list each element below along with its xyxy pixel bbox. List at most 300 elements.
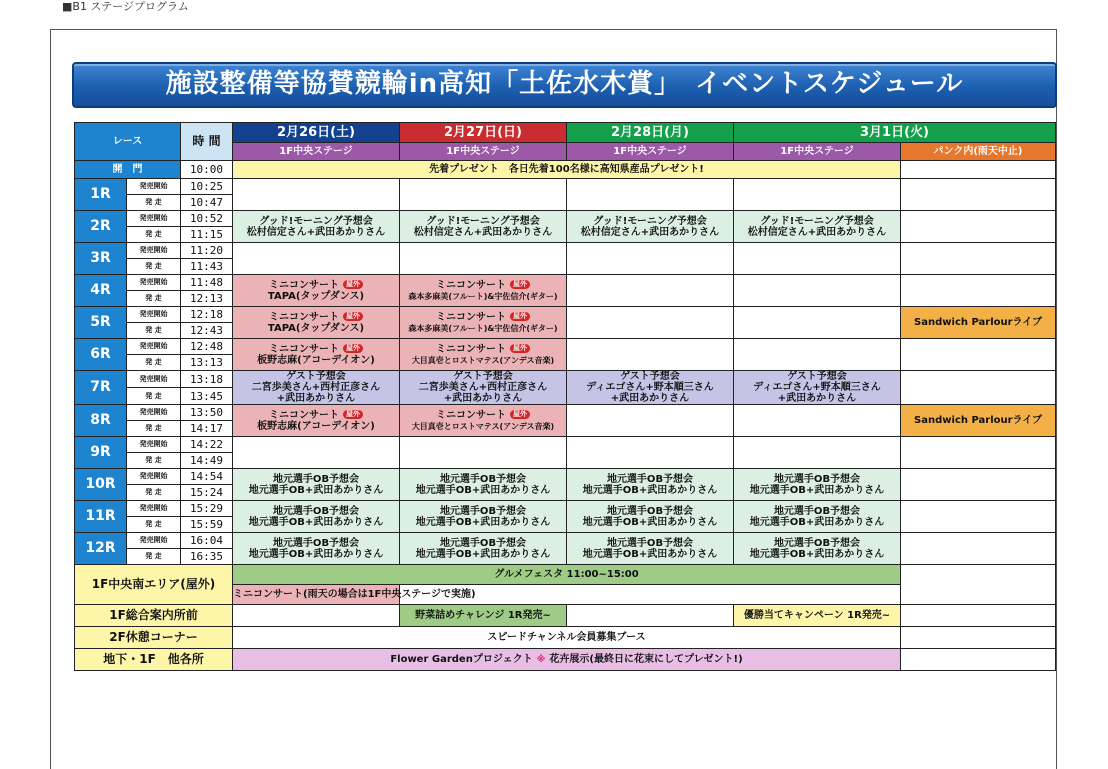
- schedule-table: [74, 122, 1056, 671]
- empty-cell: [901, 437, 1056, 469]
- event-cell-line: [400, 382, 566, 393]
- sale-start-label-text: 発売開始: [139, 342, 168, 350]
- event-cell: [400, 275, 567, 307]
- race-label: [75, 469, 127, 501]
- race-label: [75, 437, 127, 469]
- sale-start-time-text: 16:04: [189, 534, 224, 547]
- event-cell-line: [233, 382, 399, 393]
- empty-cell: [567, 437, 734, 469]
- event-cell: [233, 339, 400, 371]
- sale-start-label-text: 発売開始: [139, 310, 168, 318]
- event-cell-line: [400, 485, 566, 496]
- header-day-text: 2月26日(土): [276, 125, 356, 140]
- start-label: [127, 291, 181, 307]
- empty-cell: [901, 179, 1056, 211]
- event-cell-line: [734, 485, 900, 496]
- race-label-line: [75, 540, 126, 556]
- race-label: [75, 275, 127, 307]
- event-cell-line: [233, 344, 399, 355]
- event-cell-line: [233, 517, 399, 528]
- area-label-other-text: 地下・1F 他各所: [103, 652, 204, 666]
- empty-cell: [233, 605, 400, 627]
- race-label-line: [75, 282, 126, 298]
- header-stage: [567, 143, 734, 161]
- area-label-south-line: [75, 579, 232, 590]
- area-label-south-text: 1F中央南エリア(屋外): [91, 577, 216, 591]
- start-time: [181, 421, 233, 437]
- sale-start-label: [127, 371, 181, 388]
- event-cell: [400, 501, 567, 533]
- event-cell-text: Sandwich Parlourライブ: [914, 317, 1042, 328]
- sale-start-label: [127, 179, 181, 195]
- race-label-text: 11R: [85, 508, 116, 524]
- empty-cell: [901, 339, 1056, 371]
- race-label-line: [75, 379, 126, 395]
- event-cell-line: [567, 371, 733, 382]
- empty-cell: [901, 243, 1056, 275]
- empty-cell: [567, 179, 734, 211]
- event-cell-line: [567, 549, 733, 560]
- race-label-line: [75, 346, 126, 362]
- sale-start-time-text: 12:18: [189, 308, 224, 321]
- empty-cell: [734, 437, 901, 469]
- event-cell-text: ミニコンサート: [436, 343, 506, 355]
- start-label-text: 発 走: [145, 391, 162, 400]
- header-stage: [400, 143, 567, 161]
- empty-cell: [901, 533, 1056, 565]
- event-cell-line: [734, 216, 900, 227]
- header-day-line: [734, 127, 1055, 138]
- start-time-line: [181, 551, 232, 562]
- event-cell-line: [734, 393, 900, 404]
- empty-cell: [901, 275, 1056, 307]
- start-label-line: [127, 229, 180, 240]
- sale-start-label-line: [127, 245, 180, 256]
- race-label: [75, 405, 127, 437]
- start-label-line: [127, 519, 180, 530]
- header-day: [567, 123, 734, 143]
- start-time: [181, 549, 233, 565]
- start-label-line: [127, 261, 180, 272]
- event-cell-line: [400, 421, 566, 432]
- race-label-line: [75, 508, 126, 524]
- event-cell-line: [567, 216, 733, 227]
- race-label: [75, 211, 127, 243]
- event-cell-line: [734, 371, 900, 382]
- event-cell-text: 地元選手OB予想会: [773, 505, 861, 517]
- event-cell-text: 地元選手OB+武田あかりさん: [749, 548, 885, 560]
- event-cell-text: 地元選手OB+武田あかりさん: [248, 548, 384, 560]
- yasai-challenge-text: 野菜詰めチャレンジ 1R発売~: [415, 610, 551, 621]
- race-label-text: 1R: [90, 186, 111, 202]
- header-stage-text: 1F中央ステージ: [780, 146, 854, 157]
- event-cell-text: 地元選手OB予想会: [272, 537, 360, 549]
- race-label-line: [75, 250, 126, 266]
- area-label-rest-line: [75, 632, 232, 643]
- gourmet-festa: [233, 565, 901, 585]
- event-cell-line: [233, 227, 399, 238]
- event-cell-line: [233, 371, 399, 382]
- event-cell-text: 二宮歩美さん+西村正彦さん: [418, 382, 548, 393]
- header-race-text: レース: [112, 136, 143, 147]
- speed-channel-booth-text: スピードチャンネル会員募集ブース: [487, 632, 646, 643]
- start-time-text: 14:49: [189, 454, 224, 467]
- start-time-line: [181, 423, 232, 434]
- event-cell: [400, 469, 567, 501]
- event-cell-line: [734, 549, 900, 560]
- event-cell-text: 地元選手OB予想会: [439, 537, 527, 549]
- start-label-text: 発 走: [145, 520, 162, 528]
- race-label-text: 8R: [90, 412, 111, 428]
- header-race: [75, 123, 181, 161]
- sale-start-label: [127, 275, 181, 291]
- sale-start-label: [127, 243, 181, 259]
- sale-start-time: [181, 275, 233, 291]
- start-label-text: 発 走: [145, 294, 162, 302]
- area-label-info-line: [75, 610, 232, 621]
- outdoor-badge: 屋外: [343, 410, 363, 419]
- event-cell-text: 地元選手OB予想会: [439, 505, 527, 517]
- header-day-text: 3月1日(火): [860, 125, 929, 140]
- event-cell-line: [567, 517, 733, 528]
- event-cell-line: [567, 382, 733, 393]
- sale-start-time-line: [181, 503, 232, 514]
- empty-cell: [901, 161, 1056, 179]
- start-time: [181, 453, 233, 469]
- event-cell-text: TAPA(タップダンス): [267, 322, 365, 334]
- start-time: [181, 355, 233, 371]
- event-cell: [734, 371, 901, 405]
- race-label-text: 4R: [90, 282, 111, 298]
- header-time-line: [181, 136, 232, 147]
- start-time-line: [181, 197, 232, 208]
- sale-start-time: [181, 469, 233, 485]
- event-cell-text: ゲスト予想会: [787, 371, 847, 382]
- start-label-text: 発 走: [145, 230, 162, 238]
- event-cell: [567, 211, 734, 243]
- start-label-line: [127, 487, 180, 498]
- empty-cell: [734, 307, 901, 339]
- sale-start-time-line: [181, 277, 232, 288]
- event-cell-line: [233, 485, 399, 496]
- event-cell-text: 地元選手OB+武田あかりさん: [582, 516, 718, 528]
- start-time: [181, 323, 233, 339]
- event-cell-text: ミニコンサート: [269, 409, 339, 421]
- event-cell-text: Sandwich Parlourライブ: [914, 415, 1042, 426]
- start-time-text: 15:59: [189, 518, 224, 531]
- sale-start-time-text: 11:20: [189, 244, 224, 257]
- sale-start-time-text: 10:25: [189, 180, 224, 193]
- race-label-text: 2R: [90, 218, 111, 234]
- event-cell-text: 森本多麻美(フルート)&宇佐信介(ギター): [408, 323, 558, 333]
- sale-start-time: [181, 437, 233, 453]
- event-cell-text: 地元選手OB予想会: [606, 473, 694, 485]
- event-cell-text: 地元選手OB予想会: [606, 505, 694, 517]
- sale-start-time-text: 14:54: [189, 470, 224, 483]
- empty-cell: [901, 605, 1056, 627]
- start-time-text: 13:13: [189, 356, 224, 369]
- event-cell-line: [901, 317, 1055, 328]
- race-label: [75, 501, 127, 533]
- start-time-text: 14:17: [189, 422, 224, 435]
- sale-start-label-text: 発売開始: [139, 374, 168, 383]
- header-day: [400, 123, 567, 143]
- event-cell-line: [901, 415, 1055, 426]
- sale-start-time-text: 13:18: [189, 372, 224, 386]
- sale-start-time-line: [181, 309, 232, 320]
- start-label-line: [127, 357, 180, 368]
- speed-channel-booth-line: [233, 632, 900, 643]
- race-label-text: 9R: [90, 444, 111, 460]
- event-cell-line: [233, 538, 399, 549]
- event-cell-line: [400, 474, 566, 485]
- event-cell-text: 森本多麻美(フルート)&宇佐信介(ギター): [408, 291, 558, 301]
- header-stage-outdoor-text: パンク内(雨天中止): [933, 146, 1023, 157]
- event-cell: [233, 275, 400, 307]
- empty-cell: [233, 243, 400, 275]
- empty-cell: [400, 179, 567, 211]
- empty-cell: [567, 605, 734, 627]
- start-label: [127, 453, 181, 469]
- start-time: [181, 517, 233, 533]
- race-label-line: [75, 476, 126, 492]
- event-cell-text: 地元選手OB予想会: [439, 473, 527, 485]
- start-label-line: [127, 551, 180, 562]
- start-label: [127, 195, 181, 211]
- start-label-text: 発 走: [145, 358, 162, 366]
- empty-cell: [734, 179, 901, 211]
- event-cell-line: [400, 344, 566, 355]
- event-cell-text: ミニコンサート: [269, 279, 339, 291]
- race-label-text: 10R: [85, 476, 116, 492]
- header-day-line: [233, 127, 399, 138]
- gates-label: [75, 161, 181, 179]
- event-cell-text: ゲスト予想会: [453, 371, 513, 382]
- event-cell-text: 松村信定さん+武田あかりさん: [580, 226, 720, 238]
- race-label-text: 6R: [90, 346, 111, 362]
- event-cell-line: [400, 227, 566, 238]
- event-cell: [567, 469, 734, 501]
- race-label-line: [75, 314, 126, 330]
- sale-start-label-line: [127, 213, 180, 224]
- race-label: [75, 371, 127, 405]
- empty-cell: [567, 243, 734, 275]
- event-cell: [901, 307, 1056, 339]
- sale-start-label-line: [127, 309, 180, 320]
- sale-start-label: [127, 307, 181, 323]
- start-time: [181, 388, 233, 405]
- sale-start-label-text: 発売開始: [139, 408, 168, 416]
- sale-start-label-text: 発売開始: [139, 214, 168, 222]
- start-label-text: 発 走: [145, 262, 162, 270]
- event-cell-text: 地元選手OB+武田あかりさん: [415, 484, 551, 496]
- sale-start-label-line: [127, 535, 180, 546]
- sale-start-time-line: [181, 535, 232, 546]
- event-cell-line: [400, 549, 566, 560]
- event-cell-line: [567, 393, 733, 404]
- event-cell-line: [233, 280, 399, 291]
- asterisk-mark: ※: [536, 654, 546, 665]
- sale-start-time-line: [181, 213, 232, 224]
- flower-garden-text: Flower Gardenプロジェクト: [390, 653, 533, 665]
- sale-start-time: [181, 501, 233, 517]
- area-label-other-line: [75, 654, 232, 665]
- event-cell: [400, 405, 567, 437]
- event-cell-line: [400, 312, 566, 323]
- sale-start-time: [181, 179, 233, 195]
- event-cell-text: ミニコンサート: [269, 343, 339, 355]
- start-time: [181, 259, 233, 275]
- start-label: [127, 388, 181, 405]
- start-time-line: [181, 261, 232, 272]
- sale-start-label: [127, 211, 181, 227]
- header-time: [181, 123, 233, 161]
- sale-start-time: [181, 405, 233, 421]
- header-race-line: [75, 136, 180, 147]
- event-cell-line: [400, 410, 566, 421]
- sale-start-time-text: 10:52: [189, 212, 224, 225]
- empty-cell: [901, 501, 1056, 533]
- race-label-line: [75, 412, 126, 428]
- gates-time-line: [181, 164, 232, 175]
- event-cell: [734, 501, 901, 533]
- sale-start-time: [181, 339, 233, 355]
- header-day-text: 2月28日(月): [610, 125, 690, 140]
- header-day: [734, 123, 1056, 143]
- event-cell-text: 地元選手OB+武田あかりさん: [749, 516, 885, 528]
- event-cell-text: 地元選手OB+武田あかりさん: [415, 516, 551, 528]
- header-stage-line: [233, 146, 399, 157]
- empty-cell: [901, 627, 1056, 649]
- event-cell: [400, 307, 567, 339]
- empty-cell: [567, 275, 734, 307]
- sale-start-label-text: 発売開始: [139, 278, 168, 286]
- event-cell-text: 板野志麻(アコーデイオン): [257, 420, 375, 432]
- gates-event-text: 先着プレゼント 各日先着100名様に高知県産品プレゼント!: [429, 164, 704, 175]
- event-cell-text: +武田あかりさん: [276, 393, 356, 404]
- start-label: [127, 517, 181, 533]
- sale-start-time: [181, 307, 233, 323]
- outdoor-badge: 屋外: [510, 344, 530, 353]
- event-cell-text: ゲスト予想会: [286, 371, 346, 382]
- event-cell-line: [400, 538, 566, 549]
- sale-start-time-line: [181, 407, 232, 418]
- event-cell: [400, 371, 567, 405]
- empty-cell: [734, 275, 901, 307]
- event-cell: [233, 533, 400, 565]
- event-cell-line: [567, 538, 733, 549]
- gourmet-festa-text: グルメフェスタ 11:00~15:00: [494, 569, 639, 580]
- south-mini-concert: [233, 585, 476, 605]
- empty-cell: [233, 179, 400, 211]
- sale-start-label-line: [127, 181, 180, 192]
- sale-start-time-text: 11:48: [189, 276, 224, 289]
- start-label: [127, 227, 181, 243]
- sale-start-time: [181, 371, 233, 388]
- event-cell-text: グッド!モーニング予想会: [760, 215, 874, 227]
- event-cell: [233, 371, 400, 405]
- yusho-campaign-text: 優勝当てキャンペーン 1R発売~: [743, 610, 891, 621]
- sale-start-label: [127, 533, 181, 549]
- start-label-text: 発 走: [145, 326, 162, 334]
- event-cell-line: [233, 355, 399, 366]
- header-stage: [734, 143, 901, 161]
- yasai-challenge-line: [400, 610, 566, 621]
- event-cell-text: 大目真壱とロストマテス(アンデス音楽): [411, 355, 555, 365]
- event-cell: [400, 211, 567, 243]
- event-cell-text: 地元選手OB+武田あかりさん: [415, 548, 551, 560]
- event-cell-text: 松村信定さん+武田あかりさん: [246, 226, 386, 238]
- sale-start-label-text: 発売開始: [139, 182, 168, 190]
- event-cell: [734, 469, 901, 501]
- outdoor-badge: 屋外: [510, 410, 530, 419]
- sale-start-time-text: 13:50: [189, 406, 224, 419]
- yusho-campaign: [734, 605, 901, 627]
- start-time-text: 13:45: [189, 389, 224, 403]
- empty-cell: [734, 339, 901, 371]
- sale-start-label-text: 発売開始: [139, 440, 168, 448]
- empty-cell: [901, 211, 1056, 243]
- start-label-line: [127, 325, 180, 336]
- event-cell-text: グッド!モーニング予想会: [426, 215, 540, 227]
- event-cell-text: 地元選手OB+武田あかりさん: [248, 516, 384, 528]
- sale-start-label-line: [127, 439, 180, 450]
- race-label: [75, 307, 127, 339]
- event-cell-line: [734, 506, 900, 517]
- start-time-line: [181, 519, 232, 530]
- start-label: [127, 485, 181, 501]
- sale-start-label-line: [127, 471, 180, 482]
- header-stage-text: 1F中央ステージ: [279, 146, 353, 157]
- start-time-text: 12:43: [189, 324, 224, 337]
- event-cell-text: 地元選手OB+武田あかりさん: [582, 484, 718, 496]
- race-label-text: 7R: [90, 379, 111, 395]
- race-label: [75, 179, 127, 211]
- area-label-info: [75, 605, 233, 627]
- race-label: [75, 533, 127, 565]
- event-cell-text: 板野志麻(アコーデイオン): [257, 354, 375, 366]
- sale-start-label-text: 発売開始: [139, 536, 168, 544]
- event-cell: [233, 405, 400, 437]
- event-cell-line: [400, 506, 566, 517]
- event-cell-line: [400, 216, 566, 227]
- outdoor-badge: 屋外: [510, 280, 530, 289]
- empty-cell: [901, 565, 1056, 605]
- empty-cell: [734, 243, 901, 275]
- start-time: [181, 195, 233, 211]
- start-time: [181, 227, 233, 243]
- start-time: [181, 291, 233, 307]
- event-cell-line: [233, 323, 399, 334]
- event-cell-line: [400, 280, 566, 291]
- sale-start-label: [127, 339, 181, 355]
- event-cell-line: [400, 517, 566, 528]
- start-time-text: 10:47: [189, 196, 224, 209]
- start-time-text: 15:24: [189, 486, 224, 499]
- gourmet-festa-line: [233, 569, 900, 580]
- event-cell-text: +武田あかりさん: [777, 393, 857, 404]
- header-stage-text: 1F中央ステージ: [446, 146, 520, 157]
- start-label-text: 発 走: [145, 198, 162, 206]
- event-cell-line: [567, 485, 733, 496]
- sale-start-time-text: 15:29: [189, 502, 224, 515]
- flower-garden: [233, 649, 901, 671]
- speed-channel-booth: [233, 627, 901, 649]
- gates-event: [233, 161, 901, 179]
- sale-start-time-text: 14:22: [189, 438, 224, 451]
- start-label: [127, 421, 181, 437]
- sale-start-time-line: [181, 471, 232, 482]
